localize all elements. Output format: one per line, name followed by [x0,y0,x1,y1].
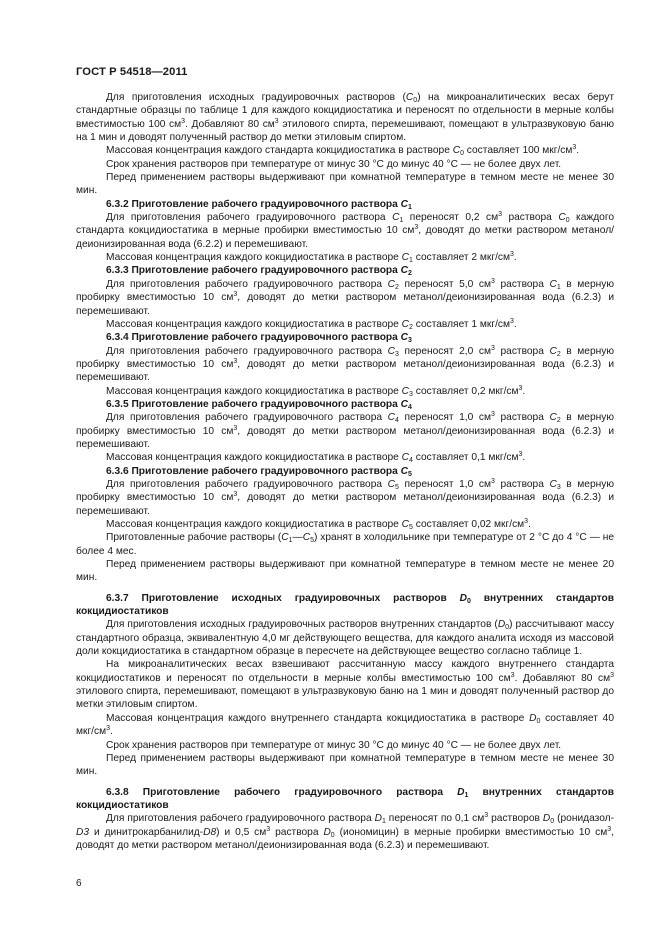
section-heading: 6.3.3 Приготовление рабочего градуировочного раствора $С_2$ [106,265,412,278]
section-heading: 6.3.2 Приготовление рабочего градуировочного раствора $С_1$ [106,198,412,211]
paragraph: Массовая концентрация каждого стандарта кокцидиостатика в растворе $С_0$ составляет 100 мкг/$см^3$. [106,144,580,158]
paragraph: Для приготовления рабочего градуировочного раствора $С_2$ переносят 5,0 $см^3$ раствора $С_1$ в мерную пробирку вместимостью 10 $см^3$, доводят до метки раствором метанол/деионизированная вода (6.2.3) и перемешивают. [76,277,615,317]
paragraph: Перед применением растворы выдерживают при комнатной температуре в темном месте не менее 30 мин. [76,752,614,778]
paragraph: Массовая концентрация каждого кокцидиостатика в растворе $С_1$ составляет 2 мкг/$см^3$. [106,251,517,265]
paragraph: На микроаналитических весах взвешивают рассчитанную массу каждого внутреннего стандарта кокцидиостатиков и переносят по отдельности в мерные колбы вместимостью 100 $см^3$. Добавляют 80 $см^3$ этилового спирта, перемешивают, помещают в ультразвуковую баню на 1 мин и доводят полученный раствор до метки этиловым спиртом. [76,659,614,711]
page-number: 6 [76,878,82,889]
paragraph: Для приготовления рабочего градуировочного раствора $С_4$ переносят 1,0 $см^3$ раствора $С_2$ в мерную пробирку вместимостью 10 $см^3$, доводят до метки раствором метанол/деионизированная вода (6.2.3) и перемешивают. [76,411,615,450]
paragraph: Массовая концентрация каждого кокцидиостатика в растворе $С_4$ составляет 0,1 мкг/$см^3$. [106,451,526,465]
paragraph: Перед применением растворы выдерживают при комнатной температуре в темном месте не менее 30 мин. [76,172,614,197]
paragraph: Для приготовления рабочего градуировочного раствора $D_1$ переносят по 0,1 $см^3$ растворов $D_0$ (ронидазол-D3 и динитрокарбанилид-D8) и 0,5 $см^3$ раствора $D_0$ (иономицин) в мерные пробирки вместимостью 10 $см^3$, доводят до метки раствором метанол/деионизированная вода (6.2.3) и перемешивают. [76,812,614,851]
paragraph: Для приготовления исходных градуировочных растворов $(С_0)$ на микроаналитических весах берут стандартные образцы по таблице 1 для каждого кокцидиостатика и переносят по отдельности в мерные колбы вместимостью 100 $см^3$. Добавляют 80 $см^3$ этилового спирта, перемешивают, помещают в ультразвуковую баню на 1 мин и доводят полученный раствор до метки этиловым спиртом. [76,92,614,144]
paragraph: Для приготовления рабочего градуировочного раствора $С_5$ переносят 1,0 $см^3$ раствора $С_3$ в мерную пробирку вместимостью 10 $см^3$, доводят до метки раствором метанол/деионизированная вода (6.2.3) и перемешивают. [76,477,615,517]
paragraph: Массовая концентрация каждого кокцидиостатика в растворе $С_5$ составляет 0,02 мкг/$см^3$. [106,518,531,531]
paragraph: Массовая концентрация каждого кокцидиостатика в растворе $С_2$ составляет 1 мкг/$см^3$. [106,317,517,331]
document-body [76,91,614,852]
section-heading: 6.3.8 Приготовление рабочего градуировочного раствора $D_1$ внутренних стандартов кокцидиостатиков [76,786,614,811]
section-heading: 6.3.4 Приготовление рабочего градуировочного раствора $С_3$ [106,332,412,345]
paragraph: Массовая концентрация каждого кокцидиостатика в растворе $С_3$ составляет 0,2 мкг/$см^3$. [106,384,526,398]
paragraph: Для приготовления рабочего градуировочного раствора $С_1$ переносят 0,2 $см^3$ раствора $С_0$ каждого стандарта кокцидиостатика в мерные пробирки вместимостью 10 $см^3$, доводят до метки раствором метанол/деионизированная вода (6.2.2) и перемешивают. [76,211,615,250]
paragraph: Срок хранения растворов при температуре от минус 30 °С до минус 40 °С — не более двух лет. [106,739,562,751]
paragraph: Для приготовления рабочего градуировочного раствора $С_3$ переносят 2,0 $см^3$ раствора $С_2$ в мерную пробирку вместимостью 10 $см^3$, доводят до метки раствором метанол/деионизированная вода (6.2.3) и перемешивают. [76,344,615,384]
paragraph: Перед применением растворы выдерживают при комнатной температуре в темном месте не менее 20 мин. [76,559,614,584]
paragraph: Срок хранения растворов при температуре от минус 30 °С до минус 40 °С — не более двух лет. [106,158,562,170]
paragraph: Приготовленные рабочие растворы $(С_1—С_5)$ хранят в холодильнике при температуре от 2 °С до 4 °С — не более 4 мес. [76,532,614,557]
section-heading: 6.3.6 Приготовление рабочего градуировочного раствора $С_5$ [106,465,412,478]
paragraph: Массовая концентрация каждого внутреннего стандарта кокцидиостатика в растворе $D_0$ составляет 40 мкг/$см^3$. [76,712,614,738]
section-heading: 6.3.7 Приготовление исходных градуировочных растворов $D_0$ внутренних стандартов кокцидиостатиков [76,592,614,618]
document-header: ГОСТ Р 54518—2011 [76,66,188,78]
section-heading: 6.3.5 Приготовление рабочего градуировочного раствора $С_4$ [106,398,412,411]
paragraph: Для приготовления исходных градуировочных растворов внутренних стандартов $(D_0)$ рассчитывают массу стандартного образца, эквивалентную 4,0 мг действующего вещества, для каждого аналита исходя из массовой доли кокцидиостатика в стандартном образце в пересчете на действующее вещество согласно таблице 1. [76,619,614,658]
